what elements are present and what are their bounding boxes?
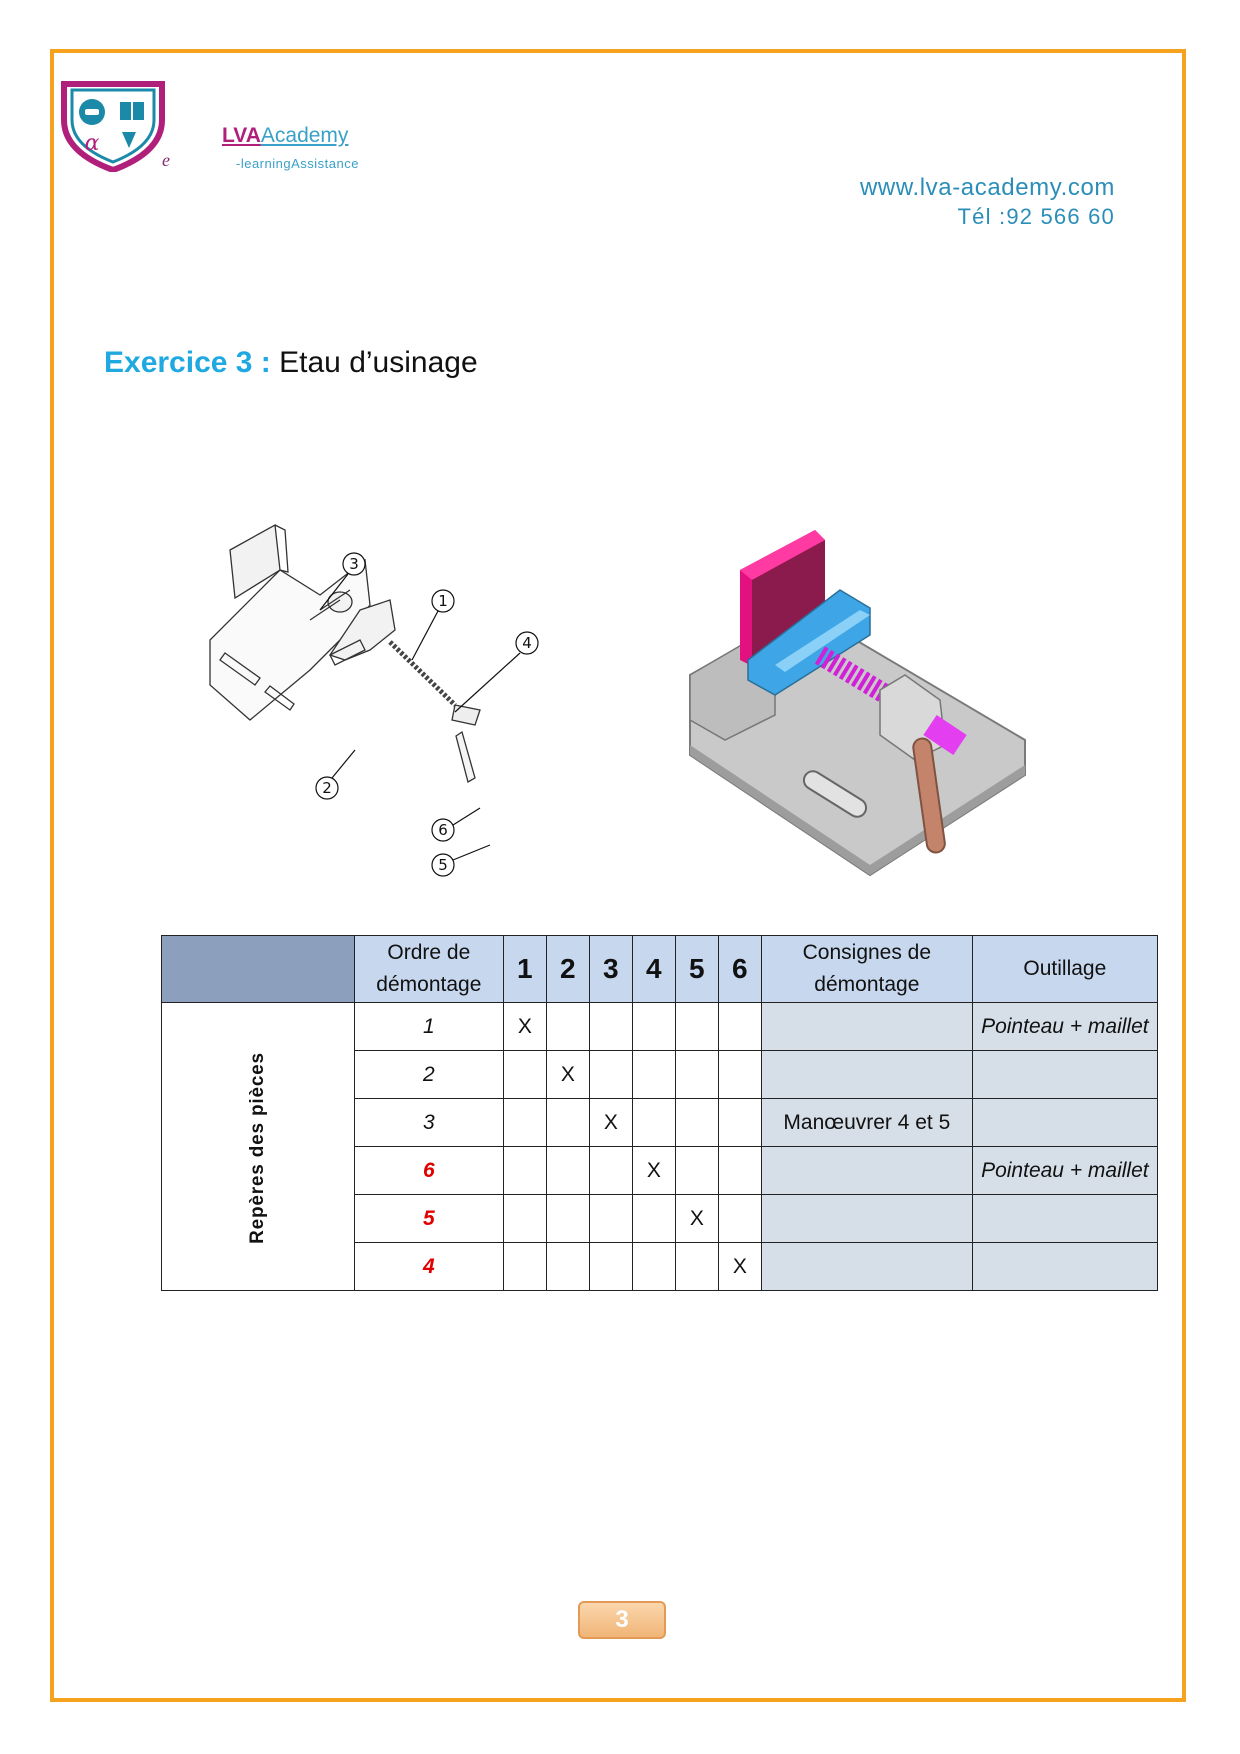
table-corner-cell (162, 936, 355, 1003)
instruction-cell (761, 1147, 972, 1195)
exercise-name: Etau d’usinage (279, 346, 478, 379)
part-ref: 2 (354, 1051, 503, 1099)
order-header: Ordre de démontage (354, 936, 503, 1003)
step-cell (718, 1195, 761, 1243)
step-cell (503, 1195, 546, 1243)
tool-cell (972, 1099, 1157, 1147)
step-cell (632, 1051, 675, 1099)
step-cell (546, 1147, 589, 1195)
table-header-row (162, 936, 1158, 1003)
step-mark: X (546, 1051, 589, 1099)
brand-e-letter: e (162, 150, 170, 170)
step-cell (718, 1147, 761, 1195)
instructions-header: Consignes de démontage (761, 936, 972, 1003)
callout-6: 6 (438, 821, 448, 839)
step-cell (503, 1051, 546, 1099)
vise-3d-render (680, 490, 1030, 895)
instruction-cell (761, 1243, 972, 1291)
step-cell (589, 1147, 632, 1195)
step-mark: X (675, 1195, 718, 1243)
tool-cell (972, 1195, 1157, 1243)
callout-5: 5 (438, 856, 448, 874)
step-mark: X (718, 1243, 761, 1291)
step-header: 6 (718, 936, 761, 1003)
instruction-cell: Manœuvrer 4 et 5 (761, 1099, 972, 1147)
step-mark: X (632, 1147, 675, 1195)
step-mark: X (589, 1099, 632, 1147)
exercise-label: Exercice 3 : (104, 346, 271, 379)
tool-cell: Pointeau + maillet (972, 1147, 1157, 1195)
step-cell (589, 1003, 632, 1051)
step-mark: X (503, 1003, 546, 1051)
disassembly-table (161, 935, 1158, 1291)
part-ref: 3 (354, 1099, 503, 1147)
brand-name: LVAAcademy (222, 124, 349, 147)
callout-1: 1 (438, 592, 448, 610)
step-cell (675, 1147, 718, 1195)
step-cell (632, 1243, 675, 1291)
lva-logo-icon (58, 80, 168, 172)
step-cell (632, 1099, 675, 1147)
callout-3: 3 (349, 555, 359, 573)
phone-number: Tél :92 566 60 (957, 204, 1115, 229)
step-cell (546, 1195, 589, 1243)
instruction-cell (761, 1003, 972, 1051)
exercise-title (104, 346, 478, 380)
step-cell (632, 1195, 675, 1243)
step-cell (589, 1243, 632, 1291)
step-cell (632, 1003, 675, 1051)
part-ref: 6 (354, 1147, 503, 1195)
step-cell (675, 1003, 718, 1051)
table-row (162, 1003, 1158, 1051)
tool-cell: Pointeau + maillet (972, 1003, 1157, 1051)
step-cell (503, 1243, 546, 1291)
vise-exploded-drawing (190, 510, 580, 895)
part-ref: 1 (354, 1003, 503, 1051)
callout-2: 2 (322, 779, 332, 797)
page-number: 3 (578, 1601, 666, 1639)
step-cell (718, 1099, 761, 1147)
part-ref: 4 (354, 1243, 503, 1291)
step-header: 4 (632, 936, 675, 1003)
step-cell (546, 1003, 589, 1051)
step-cell (503, 1147, 546, 1195)
part-ref: 5 (354, 1195, 503, 1243)
instruction-cell (761, 1195, 972, 1243)
step-cell (675, 1243, 718, 1291)
step-cell (503, 1099, 546, 1147)
website-link[interactable]: www.lva-academy.com (859, 174, 1115, 201)
step-header: 3 (589, 936, 632, 1003)
step-cell (718, 1051, 761, 1099)
step-cell (546, 1099, 589, 1147)
step-cell (675, 1099, 718, 1147)
parts-side-label: Repères des pièces (162, 1003, 355, 1291)
step-cell (589, 1195, 632, 1243)
step-cell (589, 1051, 632, 1099)
tool-cell (972, 1051, 1157, 1099)
step-cell (546, 1243, 589, 1291)
tool-cell (972, 1243, 1157, 1291)
step-header: 5 (675, 936, 718, 1003)
callout-4: 4 (522, 634, 532, 652)
svg-text:α: α (84, 131, 100, 156)
tools-header: Outillage (972, 936, 1157, 1003)
step-header: 1 (503, 936, 546, 1003)
step-header: 2 (546, 936, 589, 1003)
instruction-cell (761, 1051, 972, 1099)
step-cell (718, 1003, 761, 1051)
brand-tagline: -learningAssistance (236, 156, 359, 171)
step-cell (675, 1051, 718, 1099)
